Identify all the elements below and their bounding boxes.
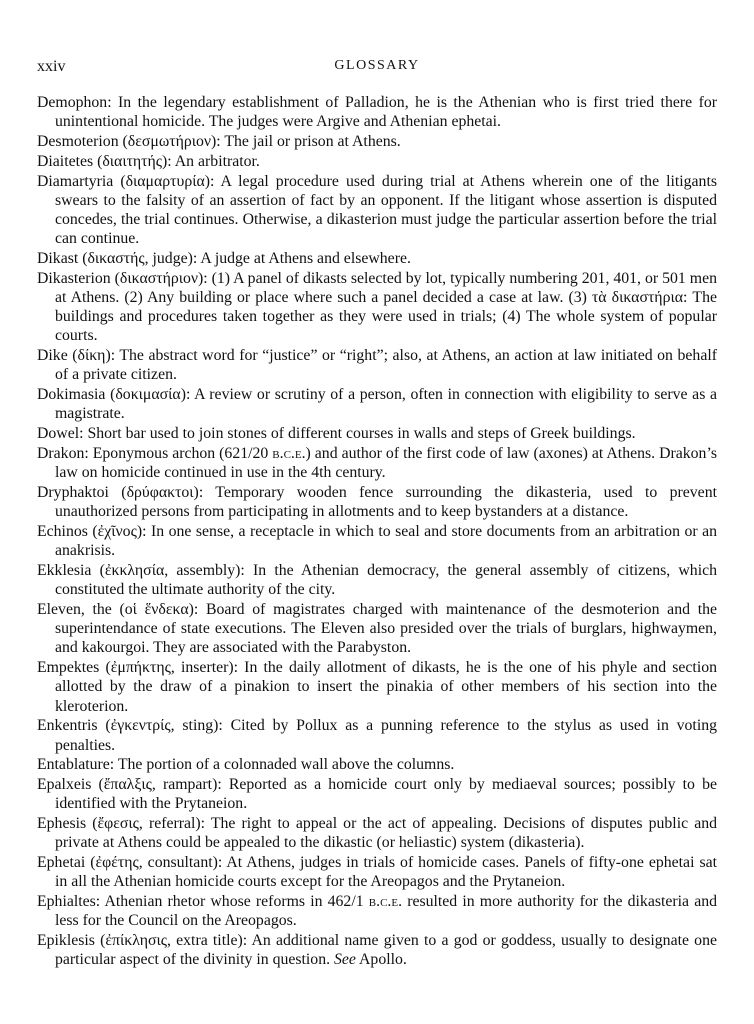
page-number: xxiv: [37, 58, 66, 75]
glossary-entry: Ephetai (ἐφέτης, consultant): At Athens, judges in trials of homicide cases. Panels of fifty-one ephetai sat in all the Athenian homicide courts except for the Areopagos and the Prytaneion.: [37, 854, 717, 891]
glossary-entry: Desmoterion (δεσμωτήριον): The jail or prison at Athens.: [37, 133, 401, 150]
glossary-entry: Diaitetes (διαιτητής): An arbitrator.: [37, 152, 260, 170]
entry-text: Drakon: Eponymous archon (621/20: [37, 445, 273, 462]
cross-reference: See: [334, 951, 356, 969]
glossary-entry: Epalxeis (ἔπαλξις, rampart): Reported as a homicide court only by mediaeval sources; possibly to be identified with the Prytaneion.: [37, 776, 717, 813]
glossary-entry: [37, 892, 717, 930]
glossary-entry: Empektes (ἐμπήκτης, inserter): In the daily allotment of dikasts, he is the one of his phyle and section allotted by the draw of a pinakion to insert the pinakia of other members of his section into the kleroterion.: [37, 659, 717, 715]
glossary-entry: Dike (δίκη): The abstract word for “justice” or “right”; also, at Athens, an action at law initiated on behalf of a private citizen.: [37, 347, 717, 384]
entry-text: Apollo.: [355, 951, 407, 969]
glossary-entry: [37, 931, 717, 969]
glossary-entry: Dryphaktoi (δρύφακτοι): Temporary wooden fence surrounding the dikasteria, used to prevent unauthorized persons from participating in allotments and to keep bystanders at a distance.: [37, 484, 717, 521]
running-title: GLOSSARY: [334, 58, 420, 73]
glossary-entry: Dikasterion (δικαστήριον): (1) A panel of dikasts selected by lot, typically numbering 201, 401, or 501 men at Athens. (2) Any building or place where such a panel decided a case at law. (3) τὰ δικαστήρια: The buildings and procedures taken together as they were used in trials; (4) The whole system of popular courts.: [37, 269, 717, 345]
glossary-entry: Echinos (ἐχῖνος): In one sense, a receptacle in which to seal and store documents from an arbitration or an anakrisis.: [37, 523, 717, 560]
page-header: [37, 58, 717, 80]
entry-text: Ephialtes: Athenian rhetor whose reforms in 462/1: [37, 893, 369, 911]
glossary-entry: Ephesis (ἔφεσις, referral): The right to appeal or the act of appealing. Decisions of disputes public and private at Athens could be appealed to the dikastic (or heliastic) system (dikasteria).: [37, 815, 717, 852]
era-abbreviation: b.c.e.: [368, 893, 403, 911]
glossary-entry: Dokimasia (δοκιμασία): A review or scrutiny of a person, often in connection with eligibility to serve as a magistrate.: [37, 386, 717, 423]
glossary-entries: [37, 93, 717, 970]
entry-text: Epiklesis (ἐπίκλησις, extra title): An additional name given to a god or goddess, usually to designate one particular aspect of the divinity in question.: [37, 932, 717, 969]
glossary-entry: Dikast (δικαστής, judge): A judge at Athens and elsewhere.: [37, 250, 411, 267]
era-abbreviation: b.c.e.: [272, 445, 306, 462]
glossary-entry: Demophon: In the legendary establishment of Palladion, he is the Athenian who is first tried there for unintentional homicide. The judges were Argive and Athenian ephetai.: [37, 94, 717, 131]
glossary-entry: Entablature: The portion of a colonnaded wall above the columns.: [37, 756, 455, 774]
entry-text: resulted in more authority for the dikasteria and less for the Council on the Areopagos.: [55, 893, 717, 930]
glossary-entry: Eleven, the (οἱ ἕνδεκα): Board of magistrates charged with maintenance of the desmoterion and the superintendance of state executions. The Eleven also presided over the trials of burglars, highwaymen, and kakourgoi. They are associated with the Parabyston.: [37, 601, 717, 657]
glossary-entry: Diamartyria (διαμαρτυρία): A legal procedure used during trial at Athens wherein one of the litigants swears to the falsity of an assertion of fact by an opponent. If the litigant whose assertion is disputed concedes, the trial continues. Otherwise, a dikasterion must judge the particular assertion before the trial can continue.: [37, 172, 717, 248]
glossary-entry: [37, 444, 717, 482]
entry-text: ) and author of the first code of law (axones) at Athens. Drakon’s law on homicide continued in use in the 4th century.: [55, 445, 717, 482]
glossary-entry: Ekklesia (ἐκκλησία, assembly): In the Athenian democracy, the general assembly of citizens, which constituted the ultimate authority of the city.: [37, 562, 717, 599]
glossary-entry: Dowel: Short bar used to join stones of different courses in walls and steps of Greek buildings.: [37, 425, 636, 443]
glossary-entry: Enkentris (ἐγκεντρίς, sting): Cited by Pollux as a punning reference to the stylus as used in voting penalties.: [37, 717, 717, 754]
